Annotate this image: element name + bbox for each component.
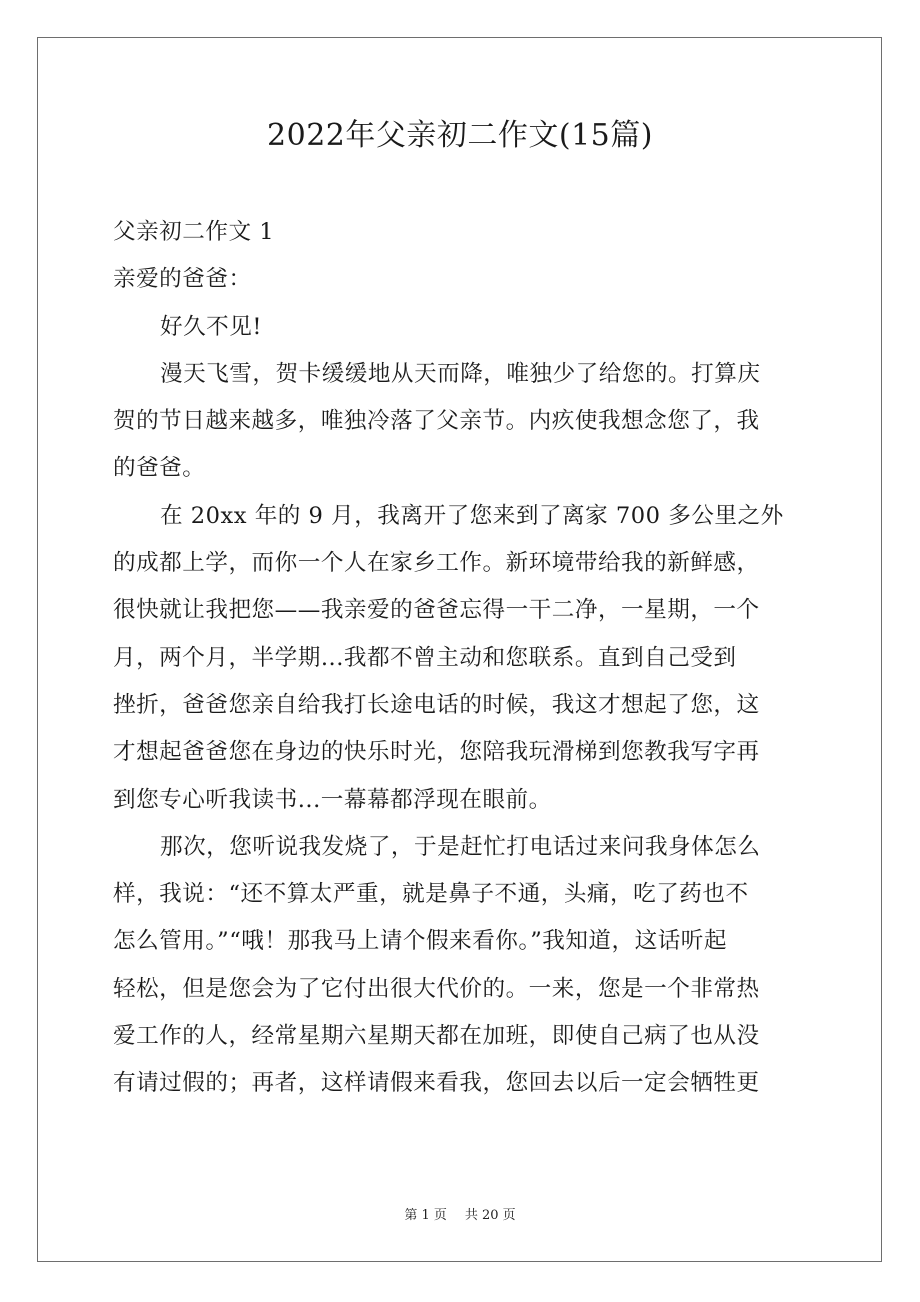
- document-body: [113, 209, 807, 1108]
- body-line: 好久不见!: [160, 313, 262, 340]
- body-line: 到您专心听我读书...一幕幕都浮现在眼前。: [113, 786, 552, 813]
- body-line: 爱工作的人，经常星期六星期天都在加班，即使自己病了也从没: [113, 1023, 760, 1050]
- body-line: 很快就让我把您——我亲爱的爸爸忘得一干二净，一星期，一个: [113, 597, 760, 624]
- page-number: 第 1 页: [404, 1208, 447, 1223]
- body-line: 轻松，但是您会为了它付出很大代价的。一来，您是一个非常热: [113, 975, 760, 1002]
- body-line: 月，两个月，半学期...我都不曾主动和您联系。直到自己受到: [113, 644, 737, 671]
- body-line: 贺的节日越来越多，唯独冷落了父亲节。内疚使我想念您了，我: [113, 408, 760, 435]
- page-footer: [0, 1206, 920, 1226]
- body-line: 那次，您听说我发烧了，于是赶忙打电话过来问我身体怎么: [160, 833, 761, 860]
- body-line: 的爸爸。: [113, 455, 206, 482]
- body-line: 怎么管用。”“哦！那我马上请个假来看你。”我知道，这话听起: [113, 928, 727, 955]
- body-line: 才想起爸爸您在身边的快乐时光，您陪我玩滑梯到您教我写字再: [113, 739, 760, 766]
- body-line: 挫折，爸爸您亲自给我打长途电话的时候，我这才想起了您，这: [113, 691, 760, 718]
- body-line: 样，我说：“还不算太严重，就是鼻子不通，头痛，吃了药也不: [113, 881, 749, 908]
- total-pages: 共 20 页: [464, 1208, 516, 1223]
- body-line: 的成都上学，而你一个人在家乡工作。新环境带给我的新鲜感，: [113, 550, 760, 577]
- body-line: 亲爱的爸爸：: [113, 266, 252, 293]
- body-line: 在 20xx 年的 9 月，我离开了您来到了离家 700 多公里之外: [160, 502, 784, 529]
- body-line: 有请过假的；再者，这样请假来看我，您回去以后一定会牺牲更: [113, 1070, 760, 1097]
- document-title: 2022年父亲初二作文(15篇): [267, 118, 653, 153]
- body-line: 父亲初二作文 1: [113, 219, 275, 245]
- body-line: 漫天飞雪，贺卡缓缓地从天而降，唯独少了给您的。打算庆: [160, 360, 761, 387]
